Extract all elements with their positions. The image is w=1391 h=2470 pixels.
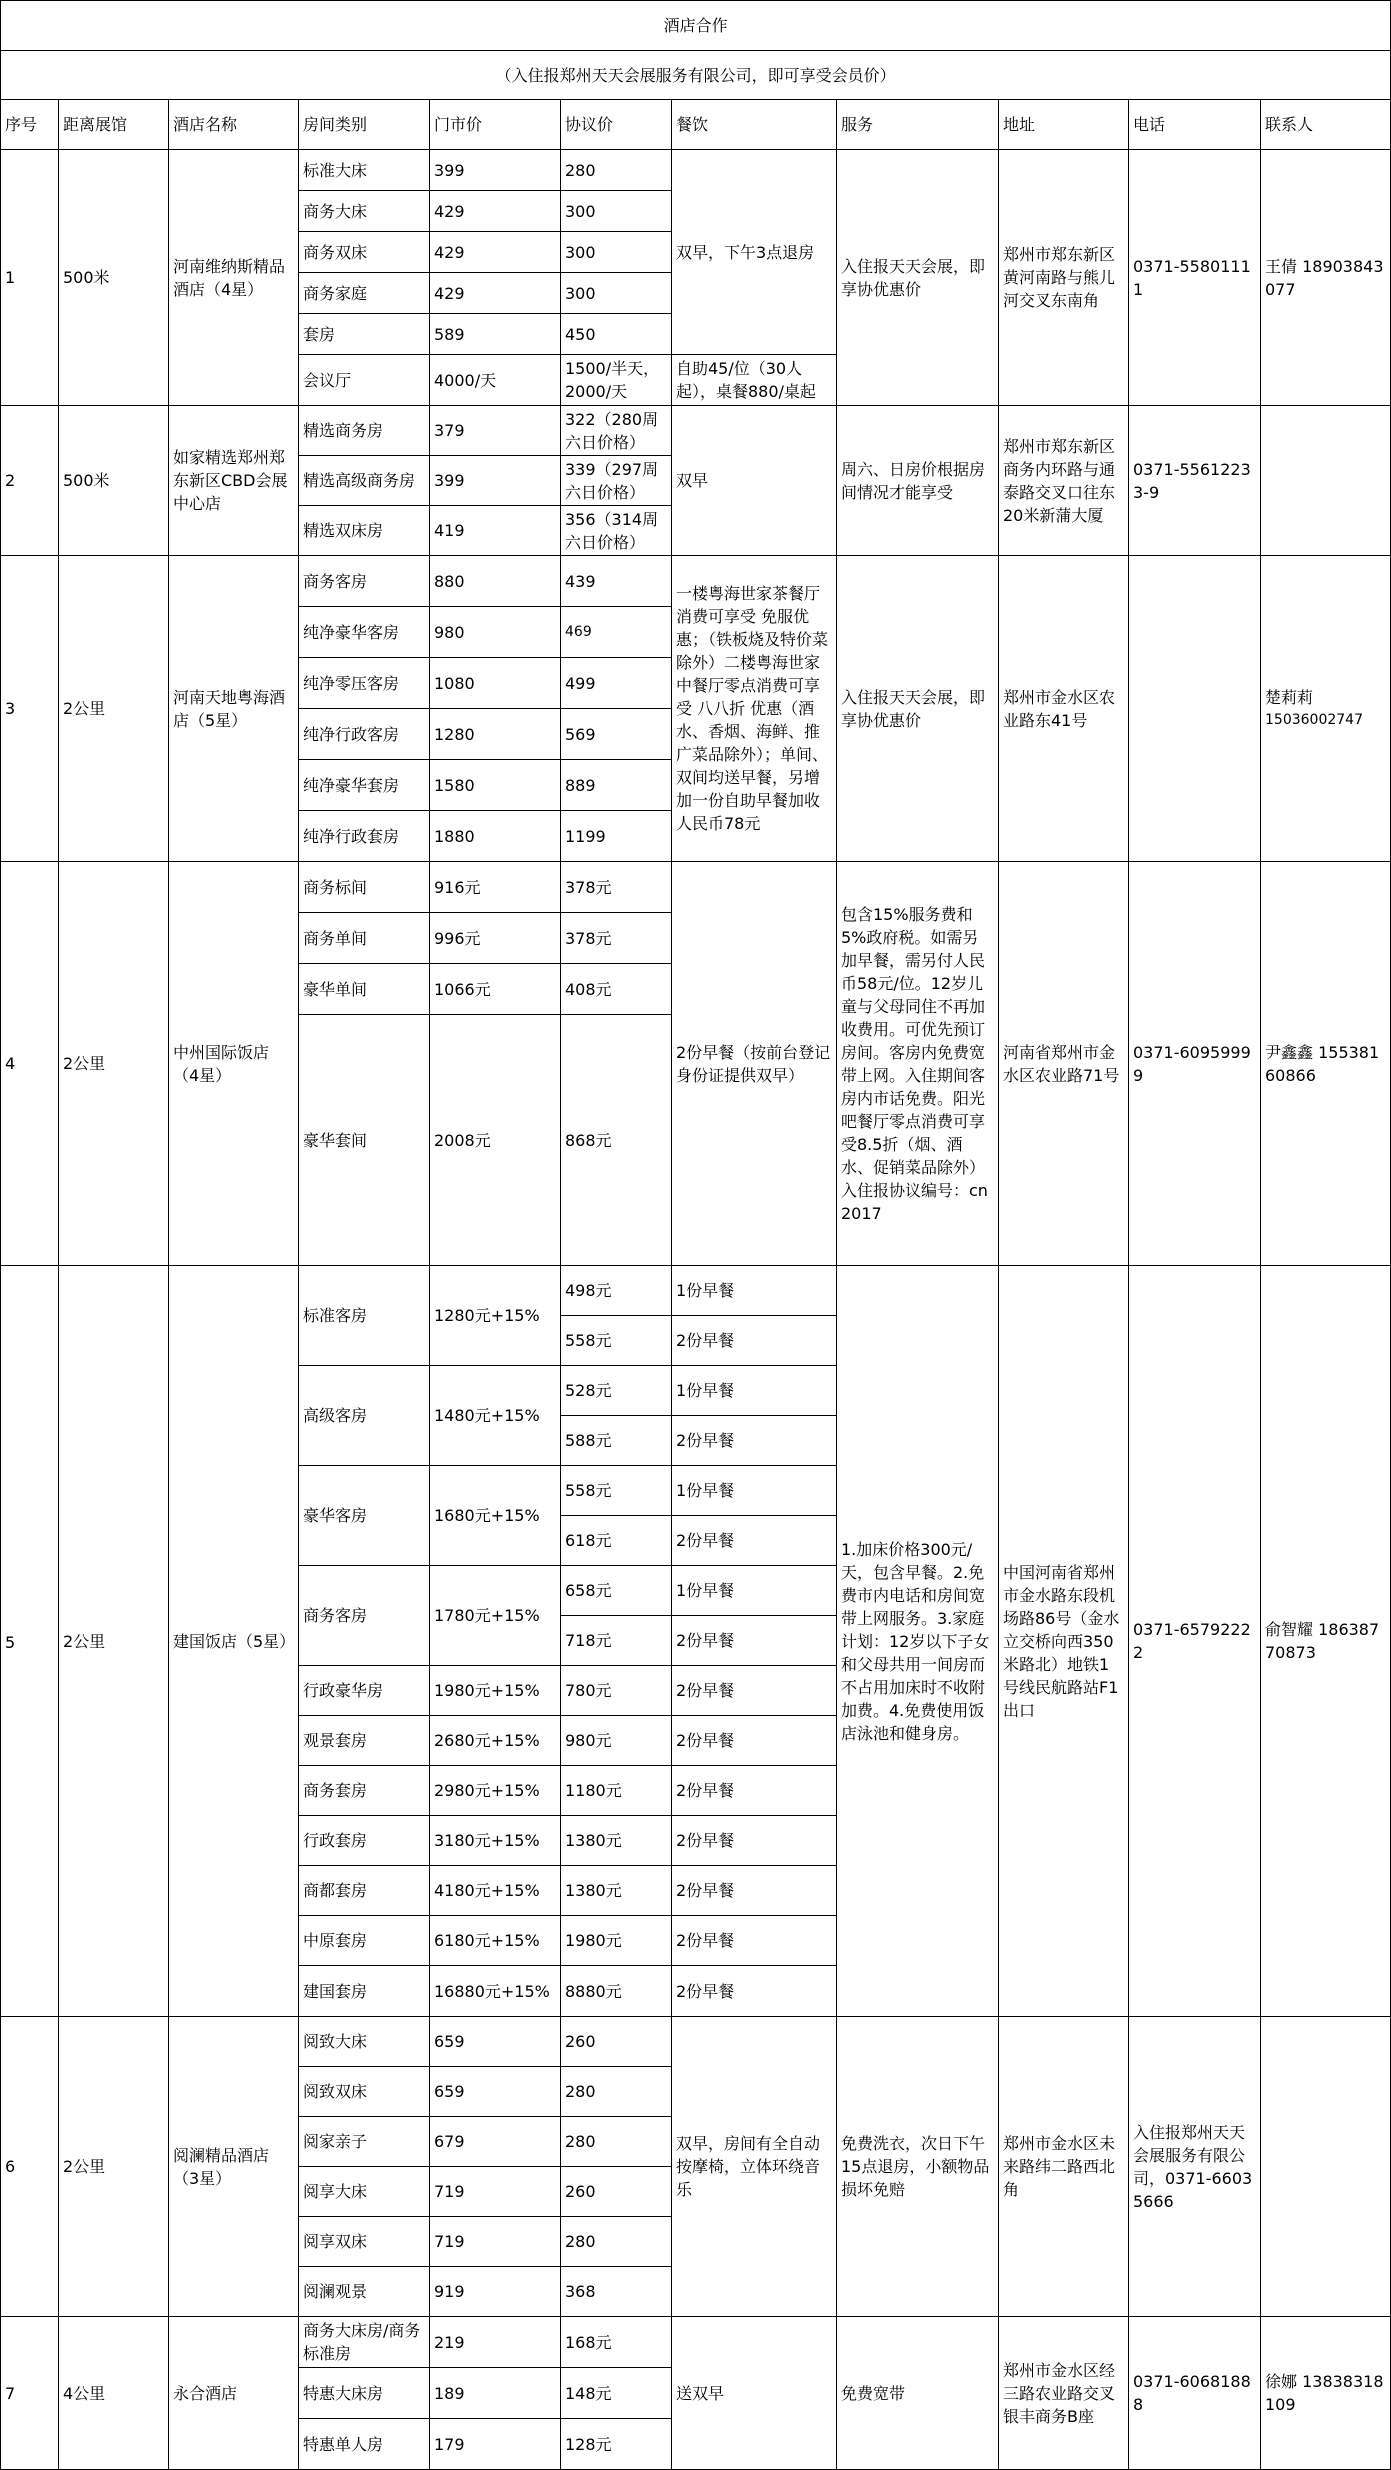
meal: 1份早餐	[672, 1566, 837, 1616]
room-type: 阅致大床	[299, 2017, 430, 2067]
hotel-3-row	[1, 556, 1391, 607]
room-type: 阅家亲子	[299, 2117, 430, 2167]
header-hotel-name: 酒店名称	[169, 100, 299, 150]
deal-price: 339（297周六日价格）	[561, 456, 672, 506]
deal-price: 1500/半天，2000/天	[561, 355, 672, 406]
room-type: 中原套房	[299, 1916, 430, 1966]
room-type: 标准客房	[299, 1266, 430, 1366]
list-price: 919	[430, 2267, 561, 2317]
deal-price: 8880元	[561, 1966, 672, 2017]
hotel-1-meeting-dining: 自助45/位（30人起），桌餐880/桌起	[672, 355, 837, 406]
hotel-1-service: 入住报天天会展，即享协优惠价	[837, 150, 999, 406]
meal: 2份早餐	[672, 1616, 837, 1666]
deal-price: 868元	[561, 1015, 672, 1266]
list-price: 916元	[430, 862, 561, 913]
hotel-5-phone: 0371-65792222	[1129, 1266, 1261, 2017]
deal-price: 408元	[561, 964, 672, 1015]
list-price: 1780元+15%	[430, 1566, 561, 1666]
meal: 2份早餐	[672, 1516, 837, 1566]
list-price: 6180元+15%	[430, 1916, 561, 1966]
deal-price: 450	[561, 314, 672, 355]
hotel-2-dining: 双早	[672, 406, 837, 556]
hotel-5-contact: 俞智耀 18638770873	[1261, 1266, 1391, 2017]
hotel-7-no: 7	[1, 2317, 59, 2470]
room-type: 特惠单人房	[299, 2419, 430, 2470]
hotel-3-phone	[1129, 556, 1261, 862]
hotel-4-contact: 尹鑫鑫 15538160866	[1261, 862, 1391, 1266]
hotel-3-contact	[1261, 556, 1391, 862]
header-list-price: 门市价	[430, 100, 561, 150]
hotel-1-distance: 500米	[59, 150, 169, 406]
list-price: 219	[430, 2317, 561, 2368]
list-price: 719	[430, 2167, 561, 2217]
list-price: 996元	[430, 913, 561, 964]
list-price: 1480元+15%	[430, 1366, 561, 1466]
room-type: 特惠大床房	[299, 2368, 430, 2419]
list-price: 1880	[430, 811, 561, 862]
room-type: 商务单间	[299, 913, 430, 964]
list-price: 3180元+15%	[430, 1816, 561, 1866]
hotel-1-no: 1	[1, 150, 59, 406]
room-type: 豪华单间	[299, 964, 430, 1015]
hotel-4-distance: 2公里	[59, 862, 169, 1266]
list-price: 429	[430, 191, 561, 232]
hotel-5-address: 中国河南省郑州市金水路东段机场路86号（金水立交桥向西350米路北）地铁1号线民航路站F1出口	[999, 1266, 1129, 2017]
table-title: 酒店合作	[1, 1, 1391, 51]
room-type: 套房	[299, 314, 430, 355]
list-price: 2680元+15%	[430, 1716, 561, 1766]
hotel-7-name: 永合酒店	[169, 2317, 299, 2470]
list-price: 419	[430, 506, 561, 556]
hotel-3-address: 郑州市金水区农业路东41号	[999, 556, 1129, 862]
header-distance: 距离展馆	[59, 100, 169, 150]
contact-name: 楚莉莉	[1265, 687, 1314, 707]
list-price: 1280元+15%	[430, 1266, 561, 1366]
deal-price: 322（280周六日价格）	[561, 406, 672, 456]
hotel-6-service: 免费洗衣，次日下午15点退房，小额物品损坏免赔	[837, 2017, 999, 2317]
hotel-2-name: 如家精选郑州郑东新区CBD会展中心店	[169, 406, 299, 556]
hotel-3-no: 3	[1, 556, 59, 862]
room-type: 商都套房	[299, 1866, 430, 1916]
hotel-3-service: 入住报天天会展，即享协优惠价	[837, 556, 999, 862]
hotel-4-no: 4	[1, 862, 59, 1266]
hotel-4-address: 河南省郑州市金水区农业路71号	[999, 862, 1129, 1266]
deal-price: 439	[561, 556, 672, 607]
hotel-6-name: 阅澜精品酒店（3星）	[169, 2017, 299, 2317]
hotel-7-dining: 送双早	[672, 2317, 837, 2470]
room-type: 阅享双床	[299, 2217, 430, 2267]
header-phone: 电话	[1129, 100, 1261, 150]
list-price: 1066元	[430, 964, 561, 1015]
deal-price: 356（314周六日价格）	[561, 506, 672, 556]
hotel-4-dining: 2份早餐（按前台登记身份证提供双早）	[672, 862, 837, 1266]
deal-price: 280	[561, 2217, 672, 2267]
header-service: 服务	[837, 100, 999, 150]
hotel-4-service: 包含15%服务费和5%政府税。如需另加早餐，需另付人民币58元/位。12岁儿童与父母同住不再加收费用。可优先预订房间。客房内免费宽带上网。入住期间客房内市话免费。阳光吧餐厅零点消费可享受8.5折（烟、酒水、促销菜品除外）入住报协议编号：cn2017	[837, 862, 999, 1266]
hotel-7-phone: 0371-60681888	[1129, 2317, 1261, 2470]
room-type: 商务大床	[299, 191, 430, 232]
hotel-3-distance: 2公里	[59, 556, 169, 862]
hotel-6-phone: 入住报郑州天天会展服务有限公司，0371-66035666	[1129, 2017, 1261, 2317]
room-type: 精选高级商务房	[299, 456, 430, 506]
hotel-2-distance: 500米	[59, 406, 169, 556]
room-type: 纯净行政套房	[299, 811, 430, 862]
list-price: 399	[430, 150, 561, 191]
room-type: 阅享大床	[299, 2167, 430, 2217]
deal-price: 300	[561, 273, 672, 314]
deal-price: 1380元	[561, 1816, 672, 1866]
room-type: 精选商务房	[299, 406, 430, 456]
header-address: 地址	[999, 100, 1129, 150]
list-price: 179	[430, 2419, 561, 2470]
deal-price: 588元	[561, 1416, 672, 1466]
list-price: 1980元+15%	[430, 1666, 561, 1716]
meal: 2份早餐	[672, 1416, 837, 1466]
room-type: 商务标间	[299, 862, 430, 913]
deal-price: 780元	[561, 1666, 672, 1716]
hotel-2-no: 2	[1, 406, 59, 556]
header-no: 序号	[1, 100, 59, 150]
deal-price: 368	[561, 2267, 672, 2317]
meal: 2份早餐	[672, 1316, 837, 1366]
deal-price: 1980元	[561, 1916, 672, 1966]
deal-price: 260	[561, 2017, 672, 2067]
hotel-6-dining: 双早，房间有全自动按摩椅，立体环绕音乐	[672, 2017, 837, 2317]
header-dining: 餐饮	[672, 100, 837, 150]
room-type: 会议厅	[299, 355, 430, 406]
hotel-7-service: 免费宽带	[837, 2317, 999, 2470]
deal-price: 1180元	[561, 1766, 672, 1816]
room-type: 豪华客房	[299, 1466, 430, 1566]
header-contact: 联系人	[1261, 100, 1391, 150]
hotel-1-name: 河南维纳斯精品酒店（4星）	[169, 150, 299, 406]
deal-price: 168元	[561, 2317, 672, 2368]
room-type: 商务大床房/商务标准房	[299, 2317, 430, 2368]
list-price: 2980元+15%	[430, 1766, 561, 1816]
list-price: 719	[430, 2217, 561, 2267]
list-price: 679	[430, 2117, 561, 2167]
list-price: 980	[430, 607, 561, 658]
deal-price: 889	[561, 760, 672, 811]
hotel-4-name: 中州国际饭店（4星）	[169, 862, 299, 1266]
room-type: 商务双床	[299, 232, 430, 273]
hotel-1-phone: 0371-55801111	[1129, 150, 1261, 406]
hotel-6-distance: 2公里	[59, 2017, 169, 2317]
hotel-2-phone: 0371-55612233-9	[1129, 406, 1261, 556]
list-price: 189	[430, 2368, 561, 2419]
meal: 2份早餐	[672, 1816, 837, 1866]
deal-price: 378元	[561, 862, 672, 913]
deal-price: 558元	[561, 1466, 672, 1516]
header-deal-price: 协议价	[561, 100, 672, 150]
table-subtitle: （入住报郑州天天会展服务有限公司，即可享受会员价）	[1, 51, 1391, 100]
meal: 2份早餐	[672, 1916, 837, 1966]
hotel-3-name: 河南天地粤海酒店（5星）	[169, 556, 299, 862]
room-type: 建国套房	[299, 1966, 430, 2017]
room-type: 纯净行政客房	[299, 709, 430, 760]
deal-price: 280	[561, 2067, 672, 2117]
room-type: 纯净豪华客房	[299, 607, 430, 658]
deal-price: 558元	[561, 1316, 672, 1366]
list-price: 1080	[430, 658, 561, 709]
deal-price: 128元	[561, 2419, 672, 2470]
hotel-6-no: 6	[1, 2017, 59, 2317]
meal: 2份早餐	[672, 1866, 837, 1916]
meal: 1份早餐	[672, 1466, 837, 1516]
deal-price: 980元	[561, 1716, 672, 1766]
list-price: 399	[430, 456, 561, 506]
meal: 2份早餐	[672, 1666, 837, 1716]
room-type: 阅致双床	[299, 2067, 430, 2117]
hotel-4-phone: 0371-60959999	[1129, 862, 1261, 1266]
room-type: 纯净零压客房	[299, 658, 430, 709]
hotel-7-row	[1, 2317, 1391, 2368]
room-type: 观景套房	[299, 1716, 430, 1766]
meal: 1份早餐	[672, 1266, 837, 1316]
meal: 2份早餐	[672, 1716, 837, 1766]
list-price: 429	[430, 232, 561, 273]
deal-price: 718元	[561, 1616, 672, 1666]
hotel-2-row	[1, 406, 1391, 456]
list-price: 429	[430, 273, 561, 314]
hotel-6-row	[1, 2017, 1391, 2067]
list-price: 589	[430, 314, 561, 355]
list-price: 16880元+15%	[430, 1966, 561, 2017]
hotel-1-contact: 王倩 18903843077	[1261, 150, 1391, 406]
deal-price: 528元	[561, 1366, 672, 1416]
deal-price: 569	[561, 709, 672, 760]
hotel-1-row	[1, 150, 1391, 191]
deal-price: 300	[561, 232, 672, 273]
room-type: 精选双床房	[299, 506, 430, 556]
deal-price: 618元	[561, 1516, 672, 1566]
hotel-4-row	[1, 862, 1391, 913]
room-type: 行政豪华房	[299, 1666, 430, 1716]
hotel-7-contact: 徐娜 13838318109	[1261, 2317, 1391, 2470]
hotel-1-address: 郑州市郑东新区黄河南路与熊儿河交叉东南角	[999, 150, 1129, 406]
room-type: 豪华套间	[299, 1015, 430, 1266]
list-price: 1580	[430, 760, 561, 811]
deal-price: 1199	[561, 811, 672, 862]
list-price: 1680元+15%	[430, 1466, 561, 1566]
hotel-6-contact	[1261, 2017, 1391, 2317]
meal: 1份早餐	[672, 1366, 837, 1416]
list-price: 2008元	[430, 1015, 561, 1266]
meal: 2份早餐	[672, 1966, 837, 2017]
room-type: 行政套房	[299, 1816, 430, 1866]
hotel-5-no: 5	[1, 1266, 59, 2017]
hotel-5-row	[1, 1266, 1391, 1316]
room-type: 商务套房	[299, 1766, 430, 1816]
deal-price: 300	[561, 191, 672, 232]
header-row	[1, 100, 1391, 150]
contact-phone: 15036002747	[1265, 711, 1363, 728]
room-type: 标准大床	[299, 150, 430, 191]
hotel-2-address: 郑州市郑东新区商务内环路与通泰路交叉口往东20米新蒲大厦	[999, 406, 1129, 556]
hotel-2-contact	[1261, 406, 1391, 556]
hotel-7-distance: 4公里	[59, 2317, 169, 2470]
list-price: 379	[430, 406, 561, 456]
deal-price: 280	[561, 150, 672, 191]
hotel-5-service: 1.加床价格300元/天，包含早餐。2.免费市内电话和房间宽带上网服务。3.家庭计划：12岁以下子女和父母共用一间房而不占用加床时不收附加费。4.免费使用饭店泳池和健身房。	[837, 1266, 999, 2017]
deal-price: 148元	[561, 2368, 672, 2419]
room-type: 纯净豪华套房	[299, 760, 430, 811]
list-price: 4000/天	[430, 355, 561, 406]
list-price: 4180元+15%	[430, 1866, 561, 1916]
room-type: 商务客房	[299, 1566, 430, 1666]
deal-price: 499	[561, 658, 672, 709]
deal-price: 378元	[561, 913, 672, 964]
list-price: 1280	[430, 709, 561, 760]
hotel-6-address: 郑州市金水区未来路纬二路西北角	[999, 2017, 1129, 2317]
room-type: 商务客房	[299, 556, 430, 607]
deal-price: 498元	[561, 1266, 672, 1316]
hotel-5-name: 建国饭店（5星）	[169, 1266, 299, 2017]
list-price: 659	[430, 2017, 561, 2067]
deal-price: 469	[561, 607, 672, 658]
header-room-type: 房间类别	[299, 100, 430, 150]
deal-price: 280	[561, 2117, 672, 2167]
deal-price: 1380元	[561, 1866, 672, 1916]
list-price: 659	[430, 2067, 561, 2117]
meal: 2份早餐	[672, 1766, 837, 1816]
hotel-3-dining: 一楼粤海世家茶餐厅消费可享受 免服优惠；（铁板烧及特价菜除外）二楼粤海世家中餐厅零点消费可享受 八八折 优惠（酒水、香烟、海鲜、推广菜品除外）；单间、双间均送早餐，另增加一份自助早餐加收人民币78元	[672, 556, 837, 862]
deal-price: 658元	[561, 1566, 672, 1616]
list-price: 880	[430, 556, 561, 607]
room-type: 商务家庭	[299, 273, 430, 314]
room-type: 高级客房	[299, 1366, 430, 1466]
hotel-7-address: 郑州市金水区经三路农业路交叉银丰商务B座	[999, 2317, 1129, 2470]
room-type: 阅澜观景	[299, 2267, 430, 2317]
hotel-2-service: 周六、日房价根据房间情况才能享受	[837, 406, 999, 556]
hotel-5-distance: 2公里	[59, 1266, 169, 2017]
hotel-1-dining: 双早，下午3点退房	[672, 150, 837, 355]
deal-price: 260	[561, 2167, 672, 2217]
